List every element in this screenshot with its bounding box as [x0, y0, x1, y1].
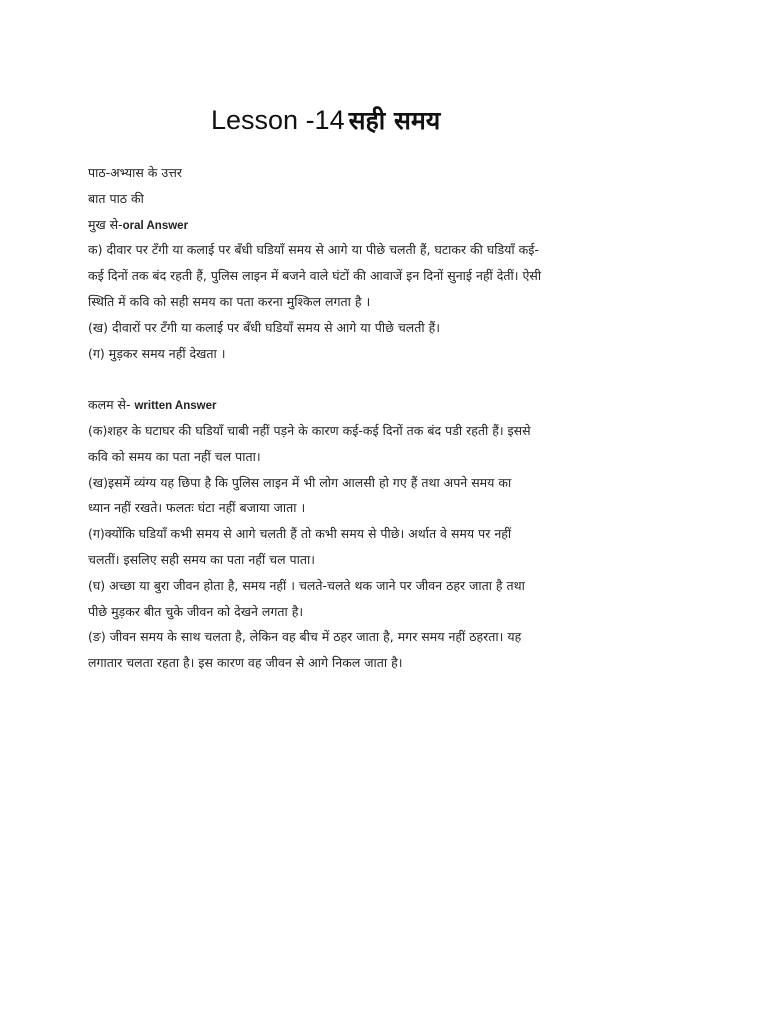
written-heading-hindi: कलम से-: [88, 397, 135, 413]
written-heading: [88, 392, 688, 418]
written-answer-line: चलतीं। इसलिए सही समय का पता नहीं चल पाता।: [88, 551, 315, 567]
document-body: [88, 160, 688, 676]
oral-heading-english: oral Answer: [122, 219, 189, 232]
oral-answer-line: (ग) मुड़कर समय नहीं देखता ।: [88, 345, 226, 361]
written-answer-line: कवि को समय का पता नहीं चल पाता।: [88, 448, 261, 464]
title-english: Lesson -14: [211, 105, 345, 135]
written-answer-line: ध्यान नहीं रखते। फलतः घंटा नहीं बजाया जाता ।: [88, 500, 306, 516]
oral-heading: [88, 212, 688, 238]
oral-answer-line: कई दिनों तक बंद रहती हैं, पुलिस लाइन में बजने वाले घंटों की आवाजें इन दिनों सुनाई नहीं देतीं। ऐसी: [88, 268, 542, 284]
written-answer-line: लगातार चलता रहता है। इस कारण वह जीवन से आगे निकल जाता है।: [88, 655, 403, 671]
written-answer-line: (घ) अच्छा या बुरा जीवन होता है, समय नहीं । चलते-चलते थक जाने पर जीवन ठहर जाता है तथा: [88, 577, 525, 593]
written-answer-line: (ख)इसमें व्यंग्य यह छिपा है कि पुलिस लाइन में भी लोग आलसी हो गए हैं तथा अपने समय का: [88, 474, 512, 490]
intro-line: पाठ-अभ्यास के उत्तर: [88, 165, 182, 180]
written-answer-line: पीछे मुड़कर बीत चुके जीवन को देखने लगता है।: [88, 603, 304, 619]
oral-answer-line: स्थिति में कवि को सही समय का पता करना मुश्किल लगता है ।: [88, 293, 371, 309]
intro-line: बात पाठ की: [88, 190, 144, 206]
written-answer-line: (ङ) जीवन समय के साथ चलता है, लेकिन वह बीच में ठहर जाता है, मगर समय नहीं ठहरता। यह: [88, 629, 522, 645]
written-answer-line: (क)शहर के घटाघर की घडियाँ चाबी नहीं पड़ने के कारण कई-कई दिनों तक बंद पडी रहती हैं। इससे: [88, 422, 531, 438]
oral-answer-line: क) दीवार पर टँगी या कलाई पर बँधी घडियाँ समय से आगे या पीछे चलती हैं, घटाकर की घडियाँ कई-: [88, 242, 539, 258]
page-title: [211, 100, 440, 141]
title-hindi: सही समय: [348, 106, 441, 135]
oral-heading-hindi: मुख से-: [88, 216, 123, 232]
section-spacer: [88, 366, 688, 392]
oral-answer-line: (ख) दीवारों पर टँगी या कलाई पर बँधी घडियाँ समय से आगे या पीछे चलती हैं।: [88, 319, 440, 335]
written-heading-english: written Answer: [134, 400, 217, 413]
written-answer-line: (ग)क्योंकि घडियाँ कभी समय से आगे चलती हैं तो कभी समय से पीछे। अर्थात वे समय पर नहीं: [88, 526, 512, 542]
